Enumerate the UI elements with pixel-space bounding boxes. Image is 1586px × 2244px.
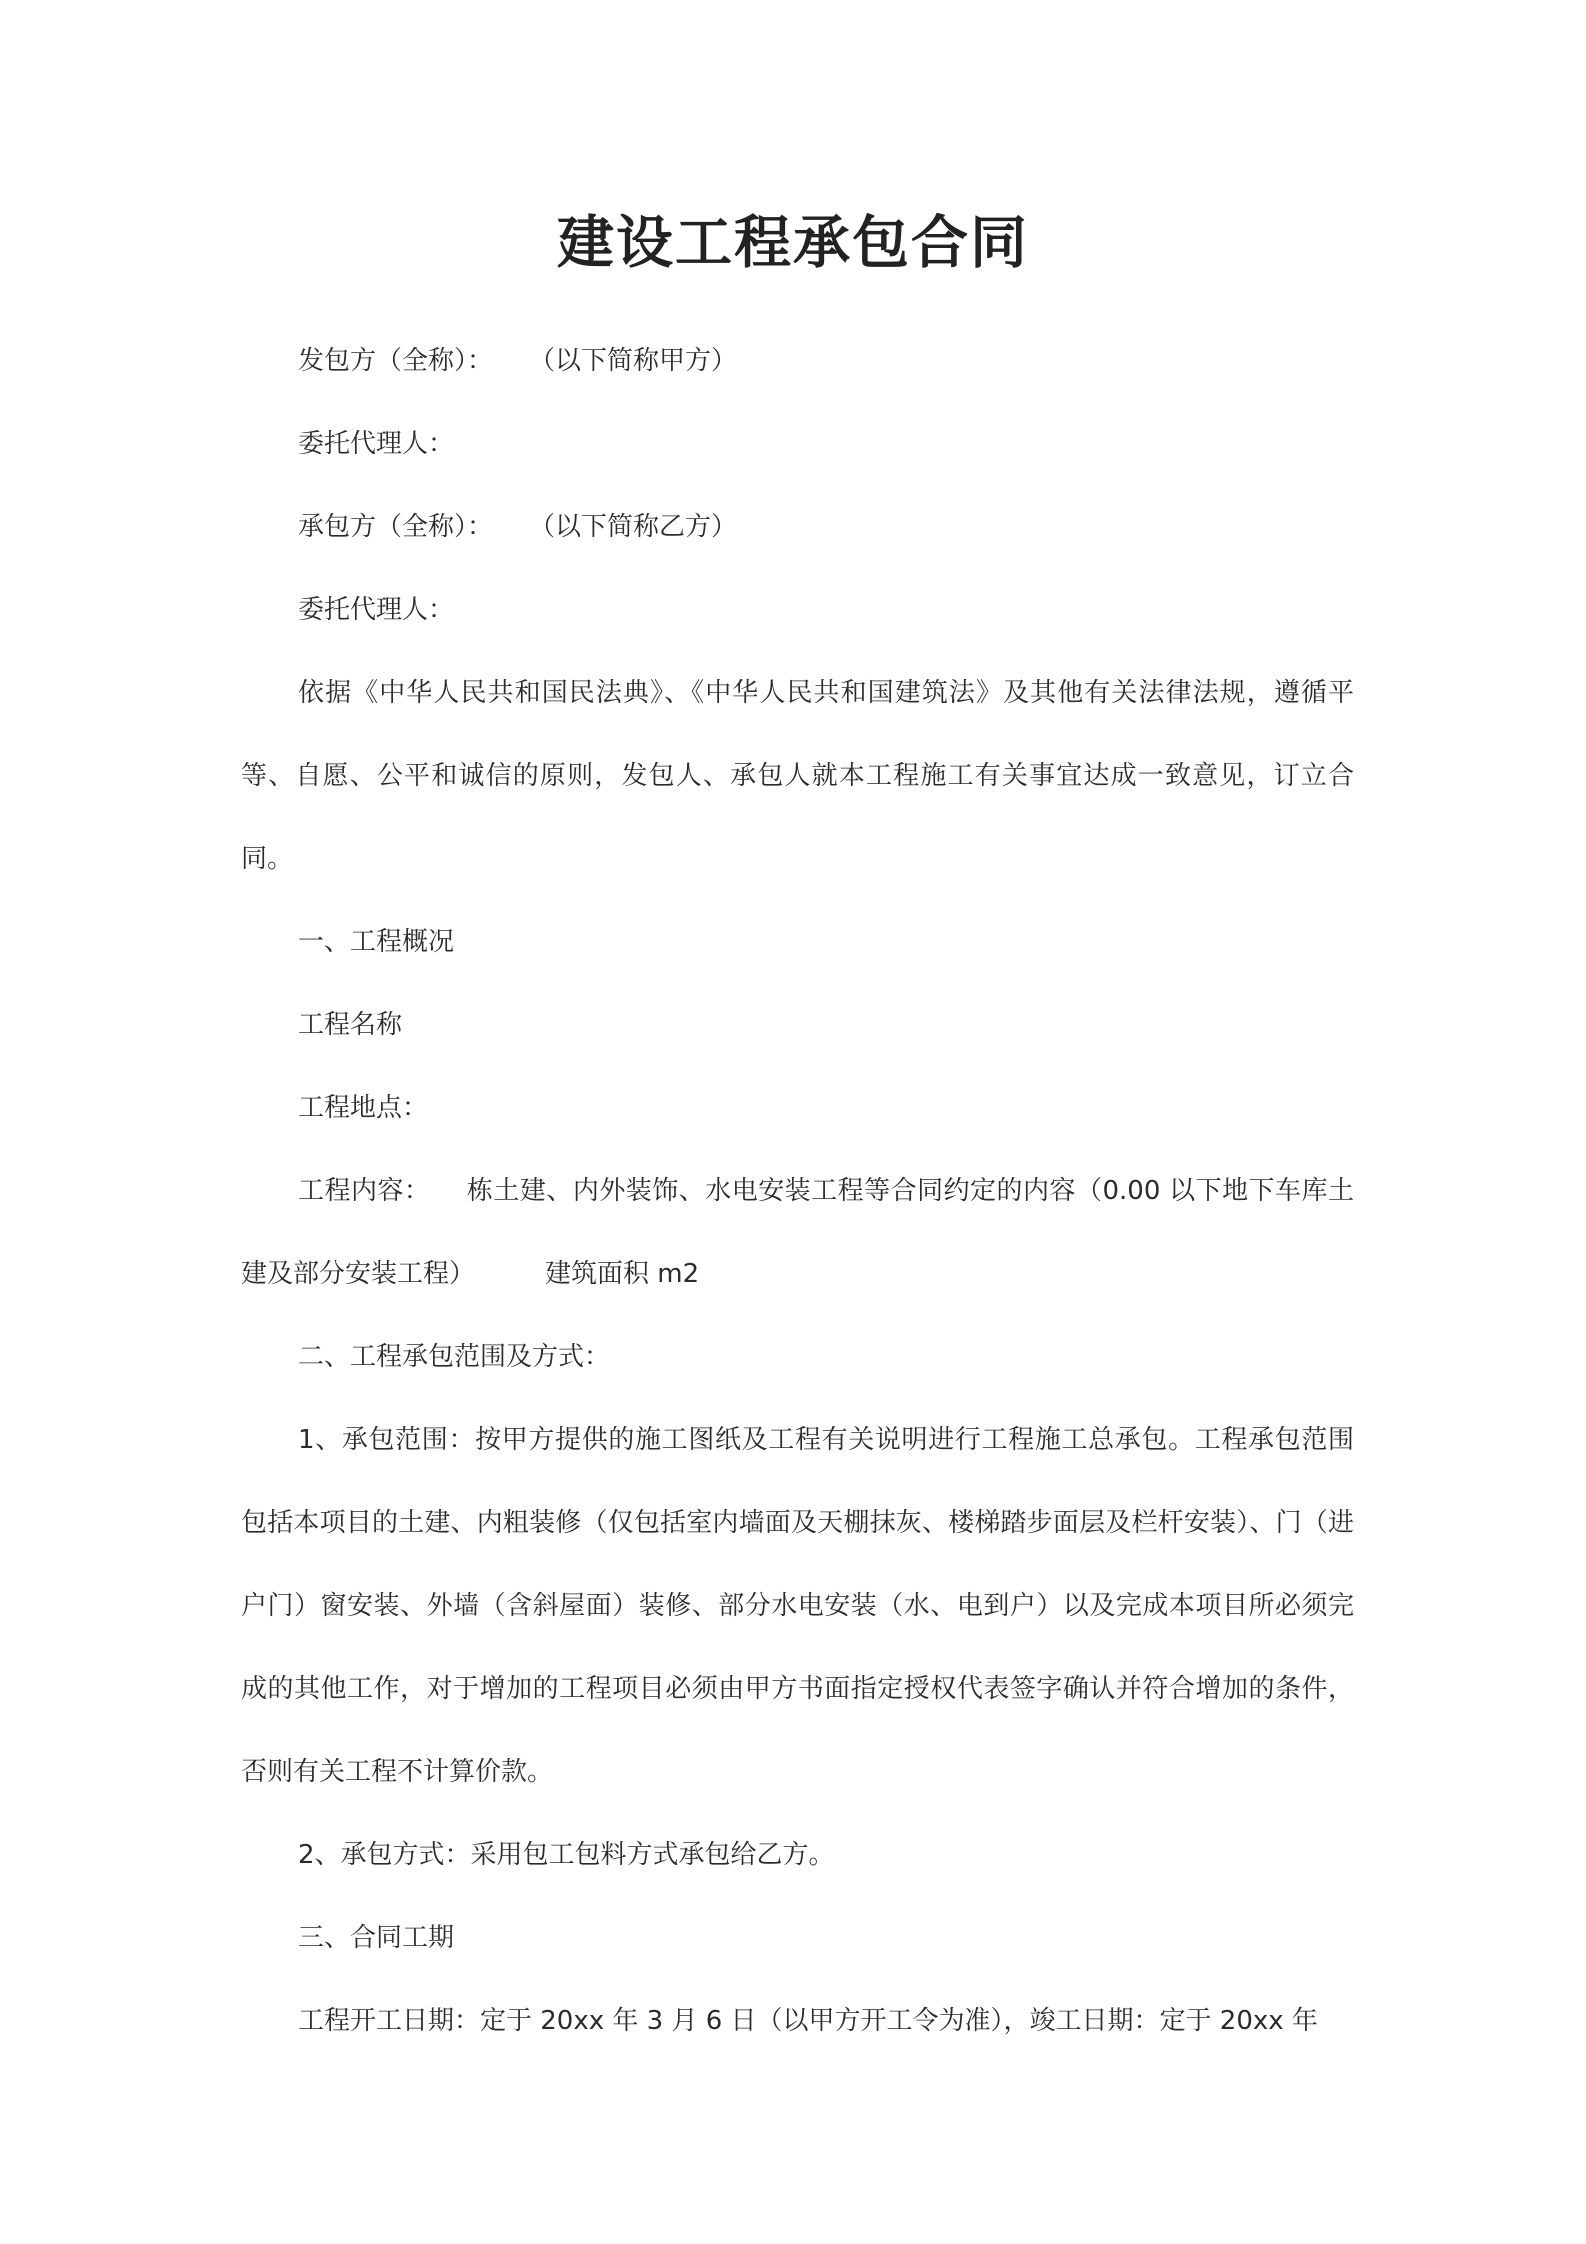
employer-line — [241, 320, 1354, 403]
project-content-paragraph — [241, 1150, 1354, 1316]
project-content-text: 栋土建、内外装饰、水电安装工程等合同约定的内容（0.00 以下地下车库土建及部分安装工程） — [241, 1176, 1354, 1289]
contractor-label: 承包方（全称）： — [298, 512, 494, 542]
project-name-line: 工程名称 — [298, 1010, 403, 1040]
project-content-label: 工程内容： — [298, 1176, 431, 1206]
contractor-agent-line: 委托代理人： — [298, 595, 455, 625]
method-paragraph: 2、承包方式：采用包工包料方式承包给乙方。 — [298, 1840, 835, 1870]
document-title: 建设工程承包合同 — [557, 210, 1029, 276]
employer-note: （以下简称甲方） — [529, 346, 738, 376]
floor-area: 建筑面积 m2 — [545, 1259, 700, 1289]
project-location-line: 工程地点： — [298, 1093, 429, 1123]
contractor-note: （以下简称乙方） — [529, 512, 738, 542]
document-body — [241, 320, 1354, 2063]
employer-label: 发包方（全称）： — [298, 346, 494, 376]
scope-paragraph: 1、承包范围：按甲方提供的施工图纸及工程有关说明进行工程施工总承包。工程承包范围包括本项目的土建、内粗装修（仅包括室内墙面及天棚抹灰、楼梯踏步面层及栏杆安装）、门（进户门）窗安装、外墙（含斜屋面）装修、部分水电安装（水、电到户）以及完成本项目所必须完成的其他工作，对于增加的工程项目必须由甲方书面指定授权代表签字确认并符合增加的条件，否则有关工程不计算价款。 — [241, 1425, 1354, 1787]
employer-agent-line: 委托代理人： — [298, 429, 455, 459]
section3-heading: 三、合同工期 — [298, 1923, 455, 1953]
preamble-paragraph: 依据《中华人民共和国民法典》、《中华人民共和国建筑法》及其他有关法律法规，遵循平等、自愿、公平和诚信的原则，发包人、承包人就本工程施工有关事宜达成一致意见，订立合同。 — [241, 678, 1354, 874]
contractor-line — [241, 486, 1354, 569]
section2-heading: 二、工程承包范围及方式： — [298, 1342, 611, 1372]
dates-paragraph: 工程开工日期：定于 20xx 年 3 月 6 日（以甲方开工令为准），竣工日期：定于 20xx 年 — [298, 2006, 1318, 2036]
section1-heading: 一、工程概况 — [298, 927, 455, 957]
